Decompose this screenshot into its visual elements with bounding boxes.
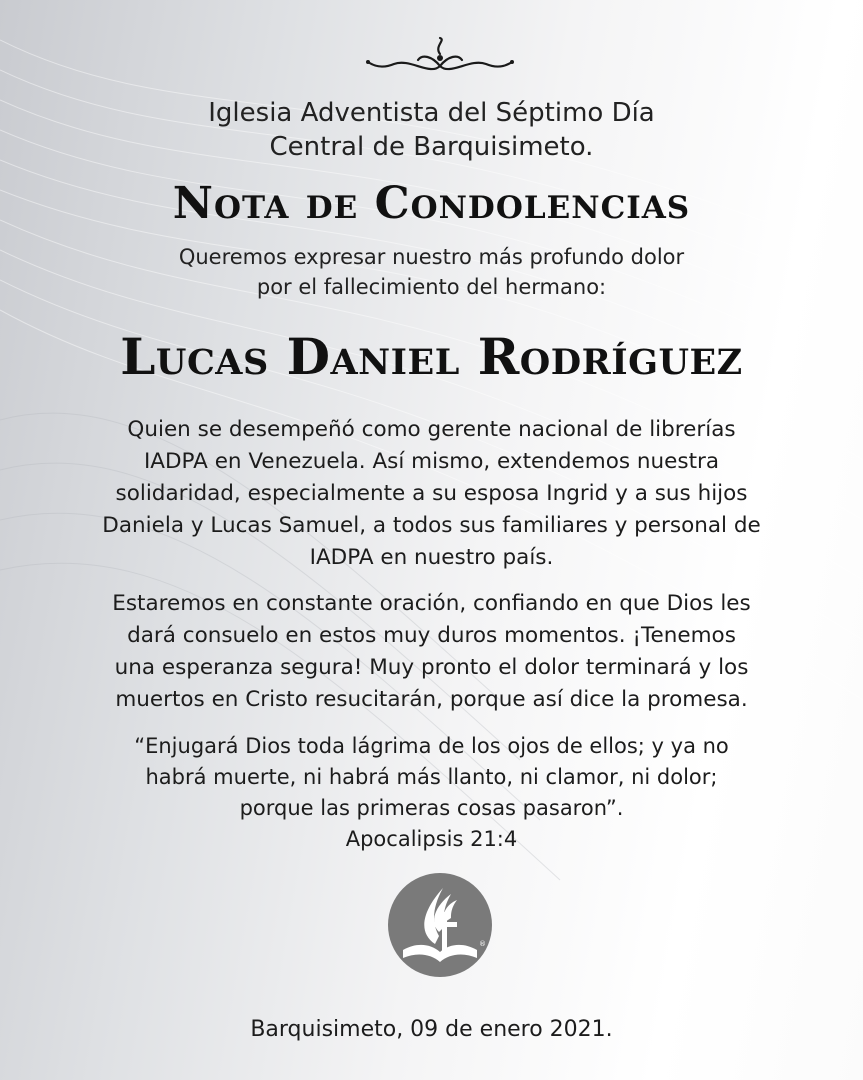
church-name-line2: Central de Barquisimeto. <box>269 132 594 162</box>
paragraph-line: IADPA en nuestro país. <box>309 545 554 570</box>
paragraph-line: una esperanza segura! Muy pronto el dolor terminará y los <box>114 655 749 680</box>
intro-text <box>0 242 863 302</box>
paragraph-line: Quien se desempeñó como gerente nacional de librerías <box>127 417 736 442</box>
paragraph-line: IADPA en Venezuela. Así mismo, extendemos nuestra <box>143 449 720 474</box>
bible-quote <box>0 731 863 824</box>
quote-line: porque las primeras cosas pasaron”. <box>239 796 624 820</box>
quote-line: “Enjugará Dios toda lágrima de los ojos de ellos; y ya no <box>134 734 729 758</box>
paragraph-line: solidaridad, especialmente a su esposa Ingrid y a sus hijos <box>115 481 748 506</box>
deceased-name: Lucas Daniel Rodríguez <box>120 327 743 386</box>
intro-line1: Queremos expresar nuestro más profundo dolor <box>178 245 685 269</box>
date-location: Barquisimeto, 09 de enero 2021. <box>250 1017 613 1042</box>
paragraph-line: Daniela y Lucas Samuel, a todos sus familiares y personal de <box>102 513 761 538</box>
quote-line: habrá muerte, ni habrá más llanto, ni clamor, ni dolor; <box>145 765 718 789</box>
decorative-flourish-icon <box>360 36 520 84</box>
paragraph-line: muertos en Cristo resucitarán, porque así dice la promesa. <box>115 687 748 712</box>
church-name-line1: Iglesia Adventista del Séptimo Día <box>208 98 655 128</box>
adventist-logo-icon <box>387 872 493 978</box>
paragraph-line: Estaremos en constante oración, confiando en que Dios les <box>112 591 751 616</box>
paragraph-line: dará consuelo en estos muy duros momentos. ¡Tenemos <box>127 623 736 648</box>
intro-line2: por el fallecimiento del hermano: <box>256 275 607 299</box>
quote-reference: Apocalipsis 21:4 <box>345 827 518 851</box>
paragraph-role <box>0 414 863 574</box>
registered-mark: ® <box>479 940 486 948</box>
church-name <box>0 96 863 164</box>
paragraph-prayer <box>0 588 863 716</box>
page-title: Nota de Condolencias <box>172 178 691 229</box>
